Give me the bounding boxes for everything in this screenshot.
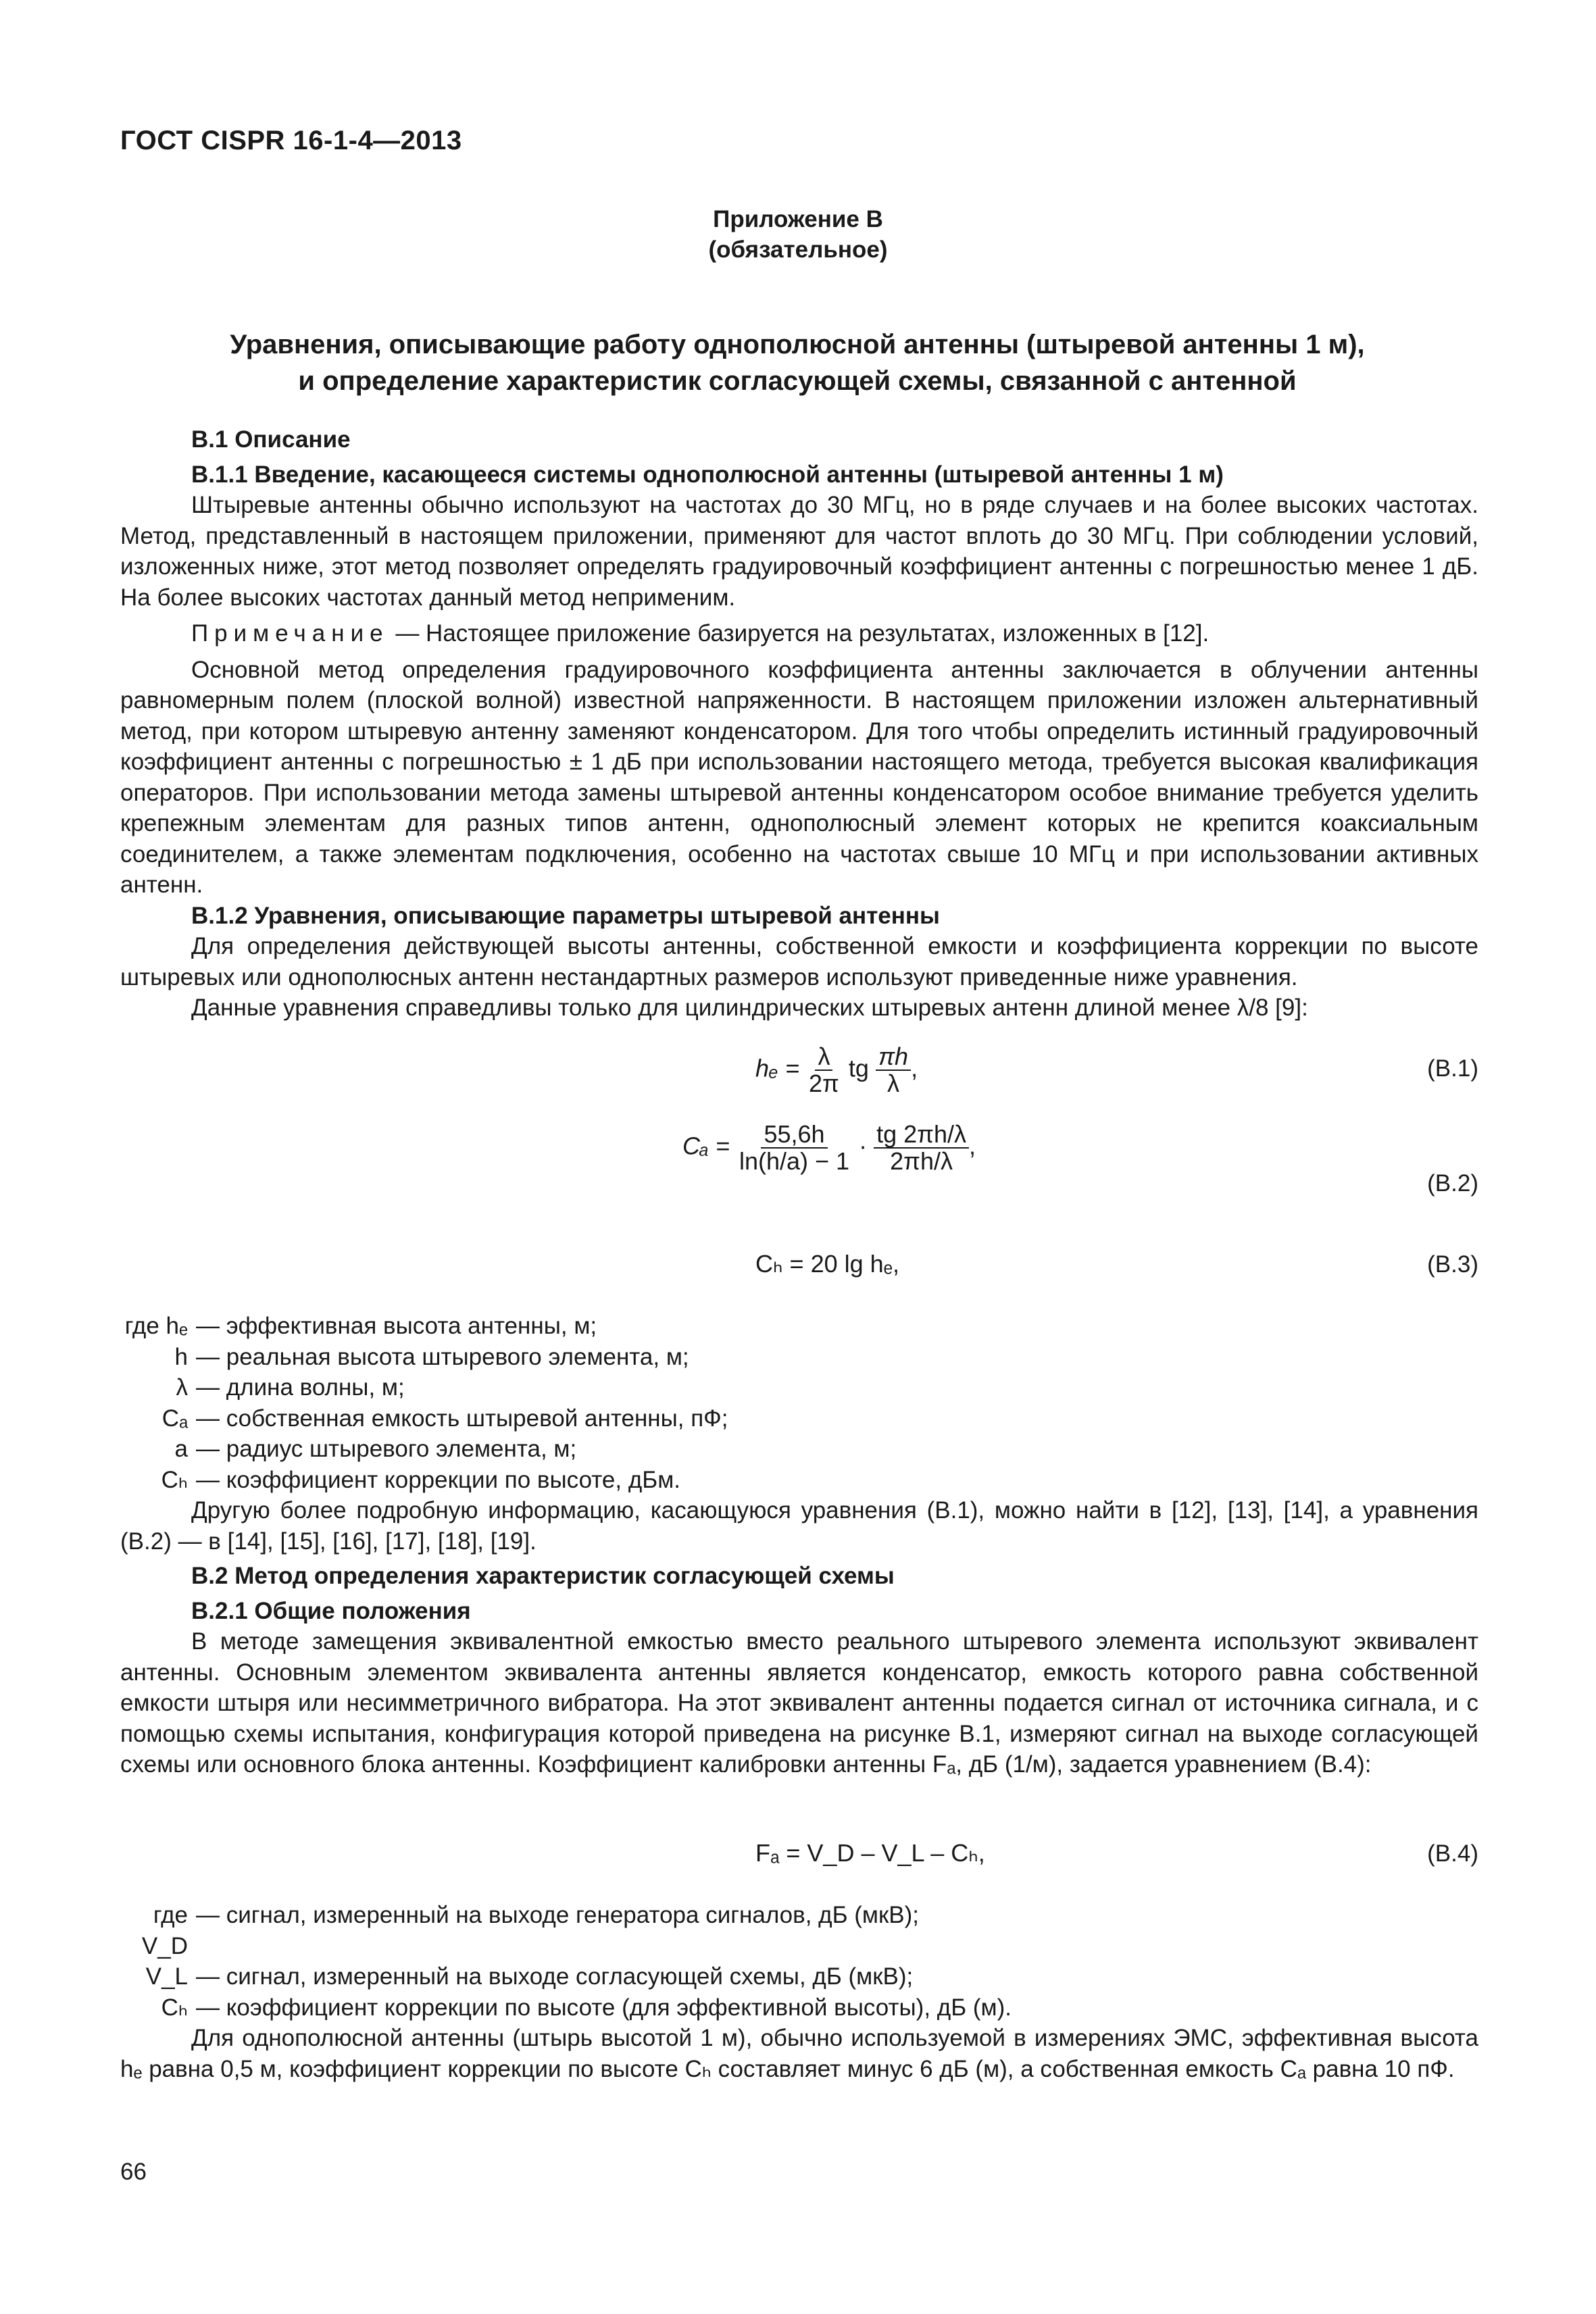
definition-item: V_L — сигнал, измеренный на выходе согласующей схемы, дБ (мкВ); (145, 1963, 914, 1990)
paragraph-b12-2: Данные уравнения справедливы только для цилиндрических штыревых антенн длиной менее λ/8 [9]: (191, 995, 1308, 1021)
paragraph-b12-1: Для определения действующей высоты антенны, собственной емкости и коэффициента коррекции по высоте штыревых или однополюсных антенн нестандартных размеров используют приведенные ниже уравнения. (120, 933, 1478, 990)
equation-b2: Cₐ = $\frac{55,6h}{\ln(h/a) - 1}$ · $\frac{tg 2\pi h/\lambda}{2\pi h/\lambda}$ , (682, 1120, 976, 1175)
equation-b3-number: (В.3) (1427, 1251, 1478, 1278)
equation-b4-number: (В.4) (1427, 1840, 1478, 1867)
definition-item: Cₕ — коэффициент коррекции по высоте, дБм. (161, 1466, 681, 1493)
definition-item: где V_D — сигнал, измеренный на выходе генератора сигналов, дБ (мкВ); (141, 1902, 920, 1959)
appendix-status: (обязательное) (708, 236, 888, 263)
equation-b1-fraction-1: $\frac{\lambda}{2\pi}$ (809, 1042, 839, 1097)
section-b21-continued (120, 1900, 1478, 2084)
note-label: Примечание (191, 620, 389, 647)
page-title-line-1: Уравнения, описывающие работу однополюсной антенны (штыревой антенны 1 м), (230, 330, 1365, 359)
page-title (155, 326, 1439, 399)
definitions-list-1 (120, 1311, 1478, 1495)
equation-b2-number: (В.2) (1427, 1170, 1478, 1197)
equation-b1-fraction-2: $\frac{\pi h}{\lambda}$ (876, 1044, 911, 1097)
page-number: 66 (120, 2159, 147, 2185)
definition-item: a — радиус штыревого элемента, м; (174, 1436, 577, 1462)
definition-item: Cₕ — коэффициент коррекции по высоте (для эффективной высоты), дБ (м). (161, 1994, 1012, 2021)
section-b12-continued (120, 1311, 1478, 1780)
definitions-list-2 (120, 1900, 1478, 2023)
paragraph-b11-2: Основной метод определения градуировочного коэффициента антенны заключается в облучении антенны равномерным полем (плоской волной) известной напряженности. В настоящем приложении изложен альтернативный метод, при котором штыревую антенну заменяют конденсатором. Для того чтобы определить истинный градуировочный коэффициент антенны с погрешностью ± 1 дБ при использовании настоящего метода, требуется высокая квалификация операторов. При использовании метода замены штыревой антенны конденсатором особое внимание требуется уделить крепежным элементам для разных типов антенн, однополюсный элемент которых не крепится коаксиальным соединителем, а также элементам подключения, особенно на частотах свыше 10 МГц и при использовании активных антенн. (120, 656, 1478, 898)
heading-b1: В.1 Описание (191, 426, 351, 453)
heading-b12: В.1.2 Уравнения, описывающие параметры штыревой антенны (191, 902, 940, 929)
paragraph-b21-1: В методе замещения эквивалентной емкостью вместо реального штыревого элемента используют эквивалент антенны. Основным элементом эквивалента антенны является конденсатор, емкость которого равна собственной емкости штыря или несимметричного вибратора. На этот эквивалент антенны подается сигнал от источника сигнала, и с помощью схемы испытания, конфигурация которой приведена на рисунке В.1, измеряют сигнал на выходе согласующей схемы или основного блока антенны. Коэффициент калибровки антенны Fₐ, дБ (1/м), задается уравнением (В.4): (120, 1628, 1478, 1778)
definition-item: Cₐ — собственная емкость штыревой антенны, пФ; (161, 1405, 728, 1432)
heading-b2: В.2 Метод определения характеристик согласующей схемы (191, 1563, 895, 1589)
paragraph-b12-3: Другую более подробную информацию, касающуюся уравнения (В.1), можно найти в [12], [13], [14], а уравнения (В.2) — в [14], [15], [16], [17], [18], [19]. (120, 1497, 1478, 1555)
definition-item: где hₑ — эффективная высота антенны, м; (124, 1313, 597, 1339)
note-text: — Настоящее приложение базируется на результатах, изложенных в [12]. (389, 620, 1210, 647)
equation-b4: Fₐ = V_D – V_L – Cₕ, (755, 1839, 985, 1867)
note (120, 618, 1478, 649)
equation-b1-number: (В.1) (1427, 1055, 1478, 1082)
equation-b3: Cₕ = 20 lg hₑ, (755, 1250, 900, 1278)
equation-b1: hₑ = $\frac{\lambda}{2\pi}$ tg $\frac{\pi h}{\lambda}$ , (755, 1042, 918, 1097)
definition-item: λ — длина волны, м; (176, 1374, 405, 1401)
definition-item: h — реальная высота штыревого элемента, м; (174, 1343, 689, 1370)
page-title-line-2: и определение характеристик согласующей схемы, связанной с антенной (298, 366, 1297, 396)
heading-b11: В.1.1 Введение, касающееся системы однополюсной антенны (штыревой антенны 1 м) (191, 461, 1224, 488)
appendix-title: Приложение В (713, 206, 883, 232)
equation-b2-fraction-1: $\frac{55,6h}{\ln(h/a) - 1}$ (739, 1120, 850, 1175)
heading-b21: В.2.1 Общие положения (191, 1597, 471, 1624)
paragraph-b11-1: Штыревые антенны обычно используют на частотах до 30 МГц, но в ряде случаев и на более высоких частотах. Метод, представленный в настоящем приложении, применяют для частот вплоть до 30 МГц. При соблюдении условий, изложенных ниже, этот метод позволяет определять градуировочный коэффициент антенны с погрешностью менее 1 дБ. На более высоких частотах данный метод неприменим. (120, 492, 1478, 611)
equation-b2-fraction-2: $\frac{tg 2\pi h/\lambda}{2\pi h/\lambda}$ (874, 1122, 969, 1174)
document-header: ГОСТ CISPR 16-1-4—2013 (120, 126, 462, 155)
section-b1 (120, 424, 1478, 1024)
paragraph-b21-2: Для однополюсной антенны (штырь высотой 1 м), обычно используемой в измерениях ЭМС, эффективная высота hₑ равна 0,5 м, коэффициент коррекции по высоте Cₕ составляет минус 6 дБ (м), а собственная емкость Cₐ равна 10 пФ. (120, 2025, 1478, 2082)
